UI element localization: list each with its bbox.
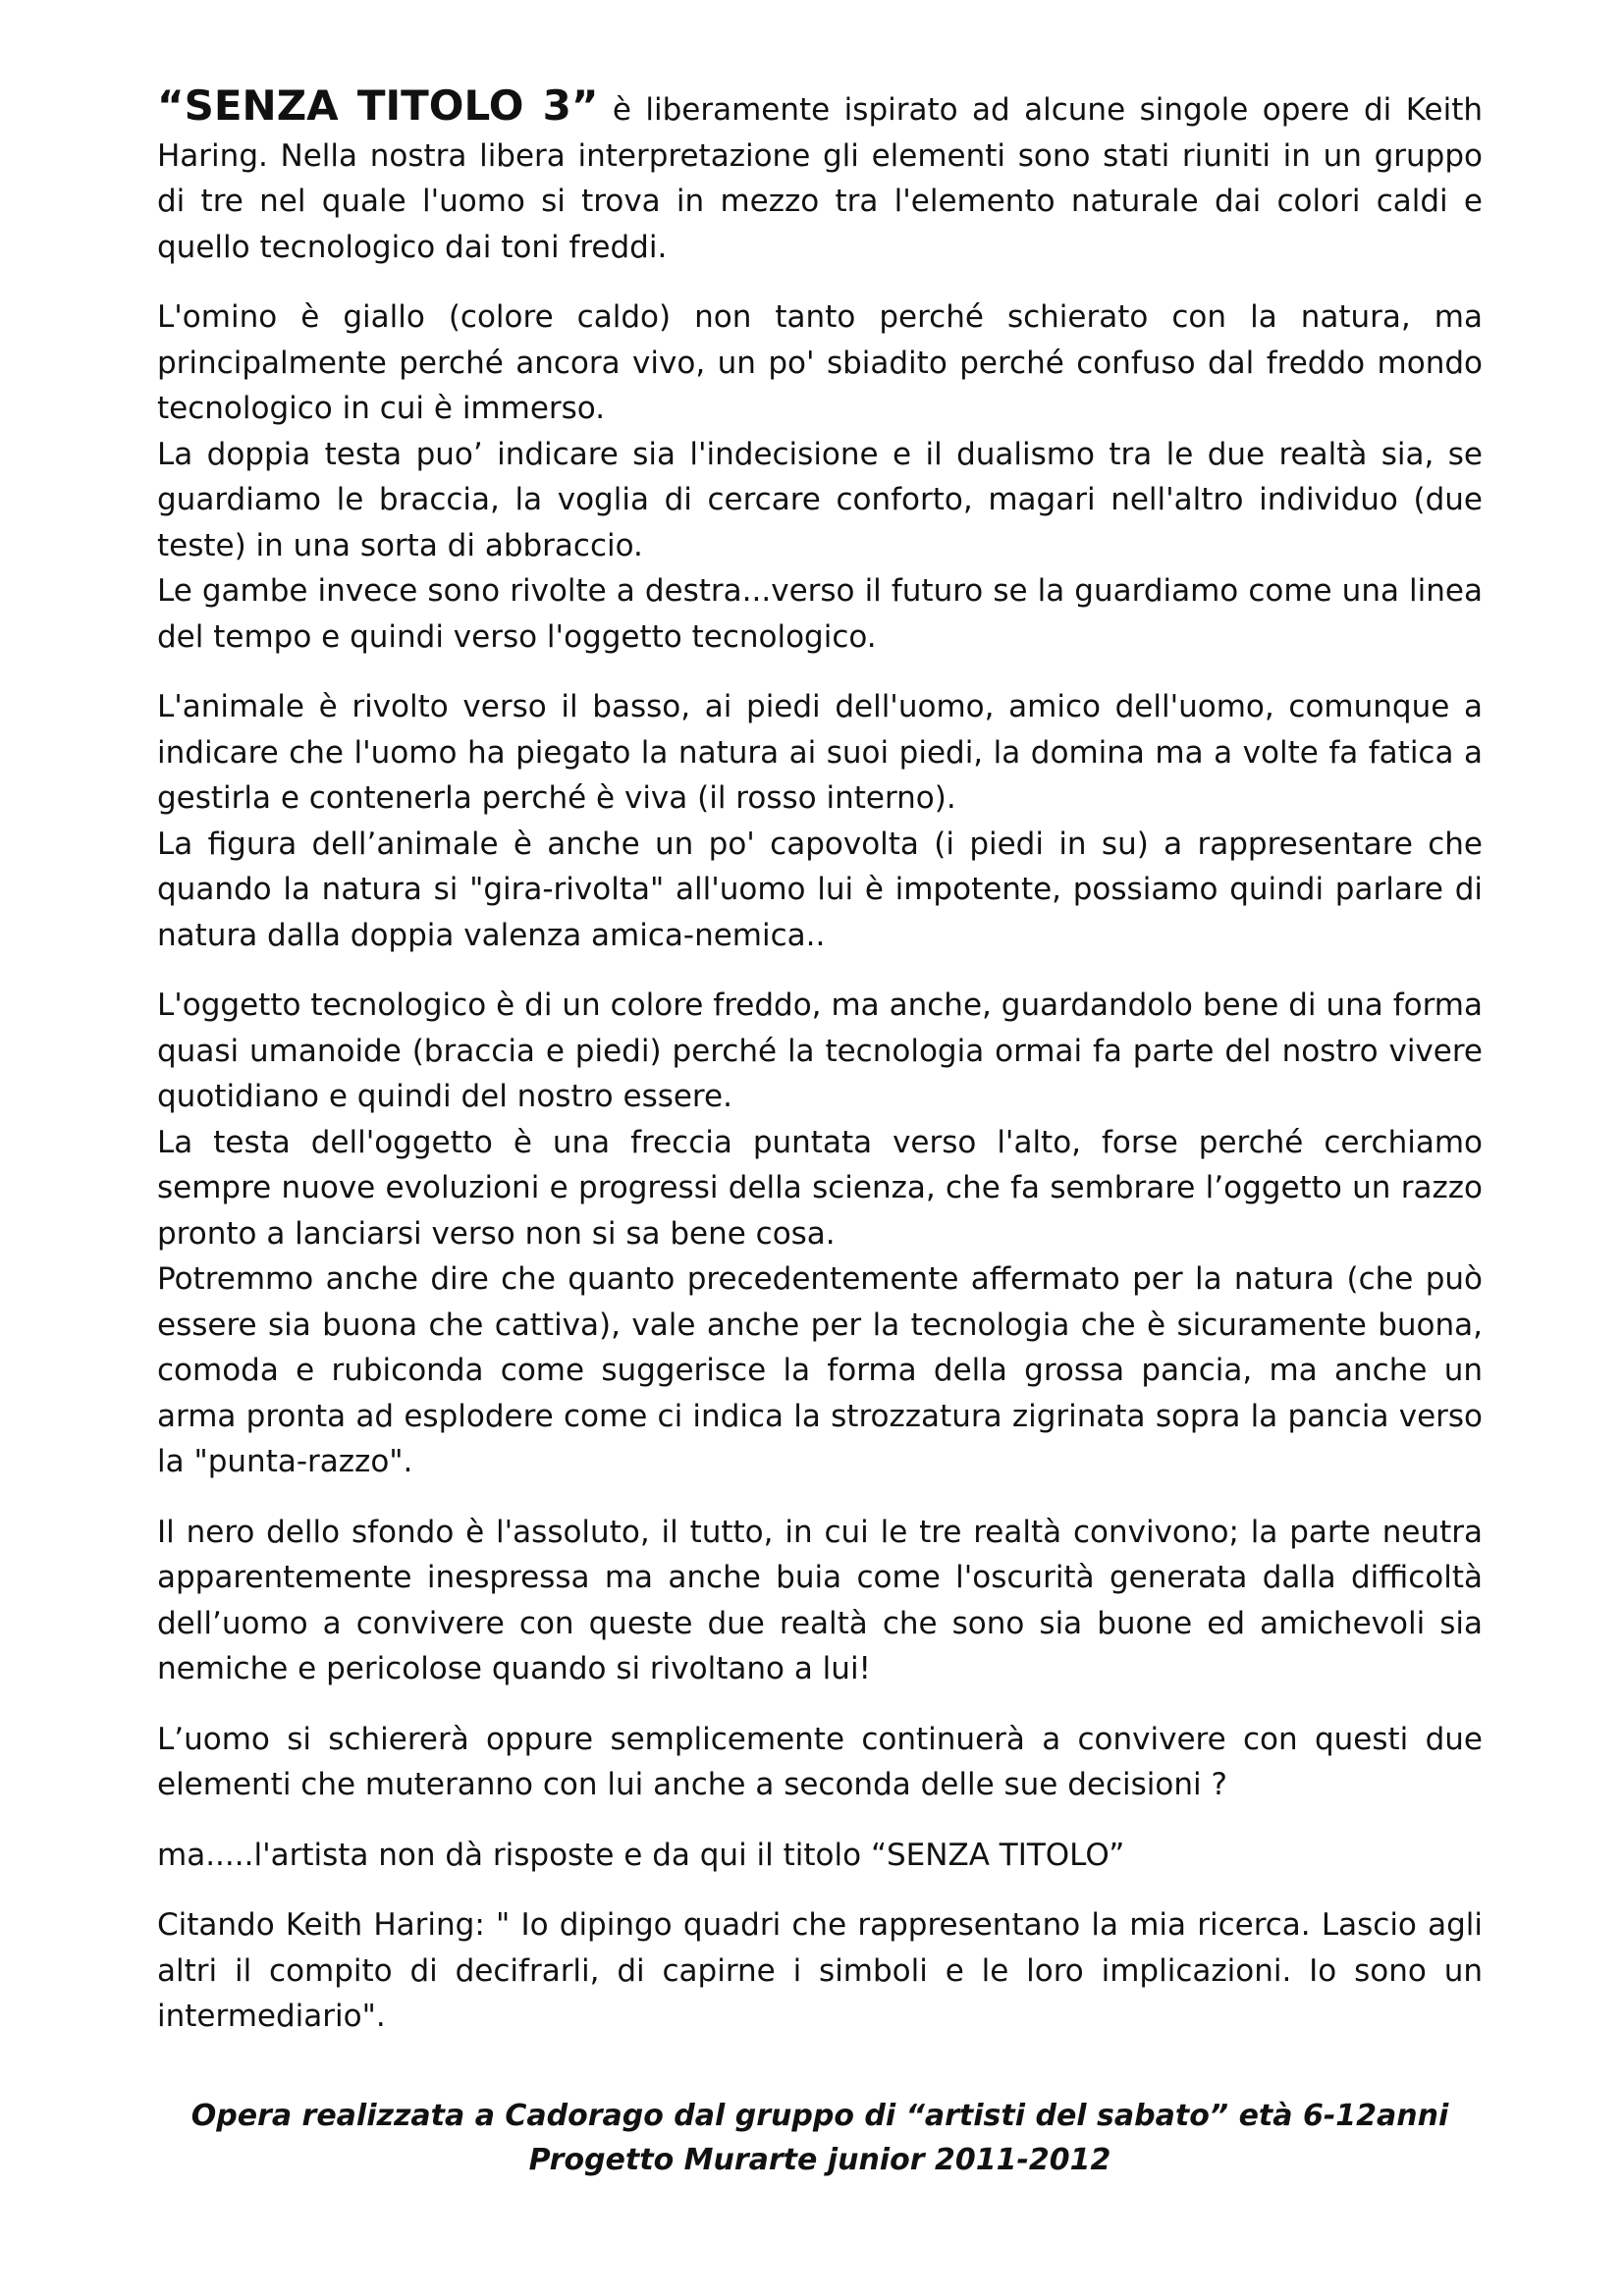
document-body [157,83,1483,2040]
paragraph-citazione: Citando Keith Haring: " Io dipingo quadri che rappresentano la mia ricerca. Lascio agli altri il compito di decifrarli, di capirne i simboli e le loro implicazioni. Io sono un intermediario". [157,1907,1483,2034]
paragraph-figura-animale: La figura dell’animale è anche un po' capovolta (i piedi in su) a rappresentare che quando la natura si "gira-rivolta" all'uomo lui è impotente, possiamo quindi parlare di natura dalla doppia valenza amica-nemica.. [157,826,1483,953]
paragraph-omino: L'omino è giallo (colore caldo) non tanto perché schierato con la natura, ma principalmente perché ancora vivo, un po' sbiadito perché confuso dal freddo mondo tecnologico in cui è immerso. [157,299,1483,426]
paragraph-gambe: Le gambe invece sono rivolte a destra...verso il futuro se la guardiamo come una linea del tempo e quindi verso l'oggetto tecnologico. [157,573,1483,655]
paragraph-doppia-testa: La doppia testa puo’ indicare sia l'indecisione e il dualismo tra le due realtà sia, se guardiamo le braccia, la voglia di cercare conforto, magari nell'altro individuo (due teste) in una sorta di abbraccio. [157,436,1483,563]
intro-paragraph [157,83,1483,270]
paragraph-artista: ma.....l'artista non dà risposte e da qui il titolo “SENZA TITOLO” [157,1837,1125,1873]
paragraph-oggetto-tecnologico: L'oggetto tecnologico è di un colore freddo, ma anche, guardandolo bene di una forma quasi umanoide (braccia e piedi) perché la tecnologia ormai fa parte del nostro vivere quotidiano e quindi del nostro essere. [157,988,1483,1114]
paragraph-tecnologia: Potremmo anche dire che quanto precedentemente affermato per la natura (che può essere sia buona che cattiva), vale anche per la tecnologia che è sicuramente buona, comoda e rubiconda come suggerisce la forma della grossa pancia, ma anche un arma pronta ad esplodere come ci indica la strozzatura zigrinata sopra la pancia verso la "punta-razzo". [157,1261,1483,1479]
paragraph-uomo: L’uomo si schiererà oppure semplicemente continuerà a convivere con questi due elementi che muteranno con lui anche a seconda delle sue decisioni ? [157,1721,1483,1802]
footer-project: Progetto Murarte junior 2011-2012 [528,2143,1111,2177]
intro-text: è liberamente ispirato ad alcune singole opere di Keith Haring. Nella nostra libera interpretazione gli elementi sono stati riuniti in un gruppo di tre nel quale l'uomo si trova in mezzo tra l'elemento naturale dai colori caldi e quello tecnologico dai toni freddi. [157,92,1483,265]
paragraph-animale: L'animale è rivolto verso il basso, ai piedi dell'uomo, amico dell'uomo, comunque a indicare che l'uomo ha piegato la natura ai suoi piedi, la domina ma a volte fa fatica a gestirla e contenerla perché è viva (il rosso interno). [157,689,1483,816]
paragraph-sfondo: Il nero dello sfondo è l'assoluto, il tutto, in cui le tre realtà convivono; la parte neutra apparentemente inespressa ma anche buia come l'oscurità generata dalla difficoltà dell’uomo a convivere con queste due realtà che sono sia buone ed amichevoli sia nemiche e pericolose quando si rivoltano a lui! [157,1514,1483,1686]
paragraph-testa-oggetto: La testa dell'oggetto è una freccia puntata verso l'alto, forse perché cerchiamo sempre nuove evoluzioni e progressi della scienza, che fa sembrare l’oggetto un razzo pronto a lanciarsi verso non si sa bene cosa. [157,1124,1483,1252]
document-title: “SENZA TITOLO 3” [157,81,599,130]
footer-credits: Opera realizzata a Cadorago dal gruppo di “artisti del sabato” età 6-12anni [190,2099,1449,2133]
